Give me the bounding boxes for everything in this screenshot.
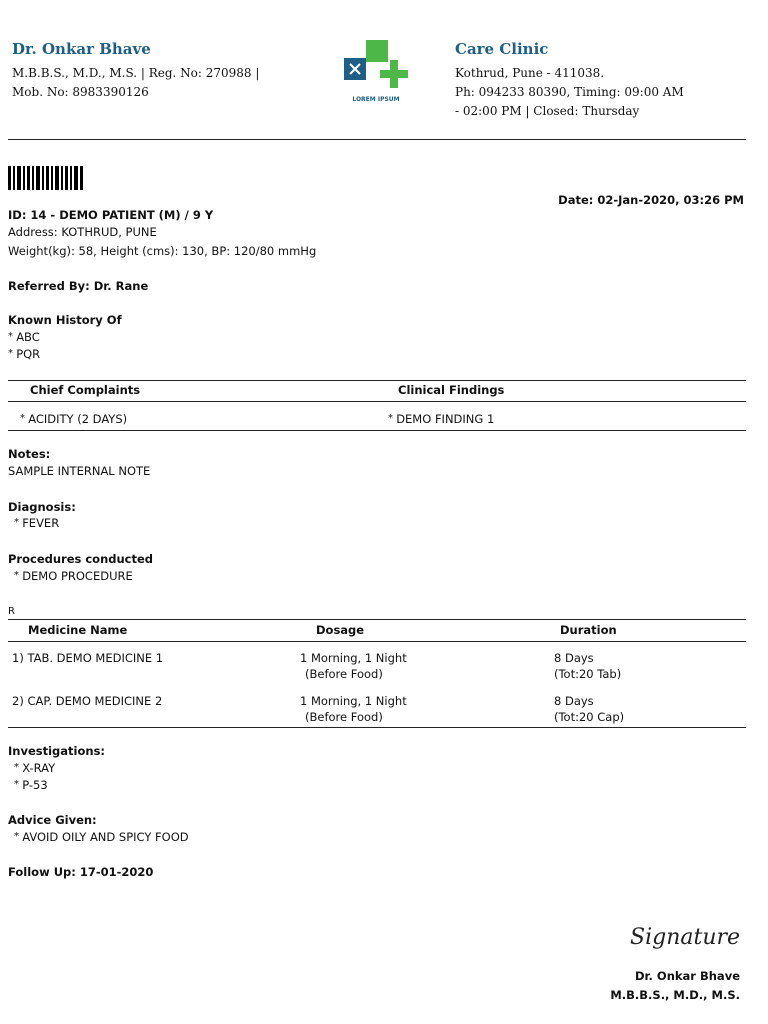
procedures-heading: Procedures conducted [8,552,154,566]
doctor-mobile: Mob. No: 8983390126 [12,85,149,99]
medicine-row-duration: 8 Days [554,651,594,665]
medicine-top-rule [8,619,746,620]
history-item: * ABC [8,329,40,347]
notes-heading: Notes: [8,447,51,461]
signature-name: Dr. Onkar Bhave [634,969,740,983]
advice-heading: Advice Given: [8,813,97,827]
chief-complaint: * ACIDITY (2 DAYS) [20,411,127,429]
medicine-row-dosage-note: (Before Food) [305,710,383,724]
investigation-item: * P-53 [14,777,48,795]
medicine-row-dosage: 1 Morning, 1 Night [300,694,407,708]
medicine-name-header: Medicine Name [28,623,128,637]
complaints-top-rule [8,380,746,381]
procedure-item: * DEMO PROCEDURE [14,568,133,586]
signature-qualification: M.B.B.S., M.D., M.S. [610,988,740,1002]
medicine-row-dosage-note: (Before Food) [305,667,383,681]
chief-complaints-header: Chief Complaints [30,383,141,397]
medicine-row-duration: 8 Days [554,694,594,708]
signature-script: Signature [630,925,741,950]
advice-item: * AVOID OILY AND SPICY FOOD [14,829,189,847]
referred-by: Referred By: Dr. Rane [8,279,149,293]
duration-header: Duration [560,623,617,637]
medicine-row-total: (Tot:20 Tab) [554,667,622,681]
patient-address: Address: KOTHRUD, PUNE [8,225,157,239]
medicine-row-dosage: 1 Morning, 1 Night [300,651,407,665]
rx-symbol: R [8,606,15,617]
medicine-header-rule [8,641,746,642]
clinic-logo [336,36,416,112]
investigations-heading: Investigations: [8,744,106,758]
clinic-name: Care Clinic [455,40,549,58]
clinic-phone: Ph: 094233 80390, Timing: 09:00 AM [455,85,684,99]
dosage-header: Dosage [316,623,365,637]
doctor-qualification: M.B.B.S., M.D., M.S. | Reg. No: 270988 | [12,66,260,80]
patient-vitals: Weight(kg): 58, Height (cms): 130, BP: 120/80 mmHg [8,244,317,258]
diagnosis-heading: Diagnosis: [8,500,76,514]
complaints-bottom-rule [8,430,746,431]
history-heading: Known History Of [8,313,122,327]
medicine-row-total: (Tot:20 Cap) [554,710,625,724]
clinical-finding: * DEMO FINDING 1 [388,411,494,429]
investigation-item: * X-RAY [14,760,55,778]
medicine-row-name: 1) TAB. DEMO MEDICINE 1 [12,651,164,665]
medicine-row-name: 2) CAP. DEMO MEDICINE 2 [12,694,163,708]
patient-id: ID: 14 - DEMO PATIENT (M) / 9 Y [8,208,214,222]
notes-text: SAMPLE INTERNAL NOTE [8,464,151,478]
complaints-header-rule [8,401,746,402]
diagnosis-item: * FEVER [14,515,59,533]
header-divider [8,139,746,140]
barcode-icon [8,166,88,190]
barcode [8,166,88,194]
clinic-timing: - 02:00 PM | Closed: Thursday [455,104,640,118]
clinical-findings-header: Clinical Findings [398,383,505,397]
history-item: * PQR [8,346,40,364]
clinic-address: Kothrud, Pune - 411038. [455,66,605,80]
prescription-date: Date: 02-Jan-2020, 03:26 PM [558,193,744,207]
logo-text: LOREM IPSUM [352,96,400,103]
medicine-bottom-rule [8,727,746,728]
follow-up: Follow Up: 17-01-2020 [8,865,154,879]
doctor-name: Dr. Onkar Bhave [12,40,151,58]
